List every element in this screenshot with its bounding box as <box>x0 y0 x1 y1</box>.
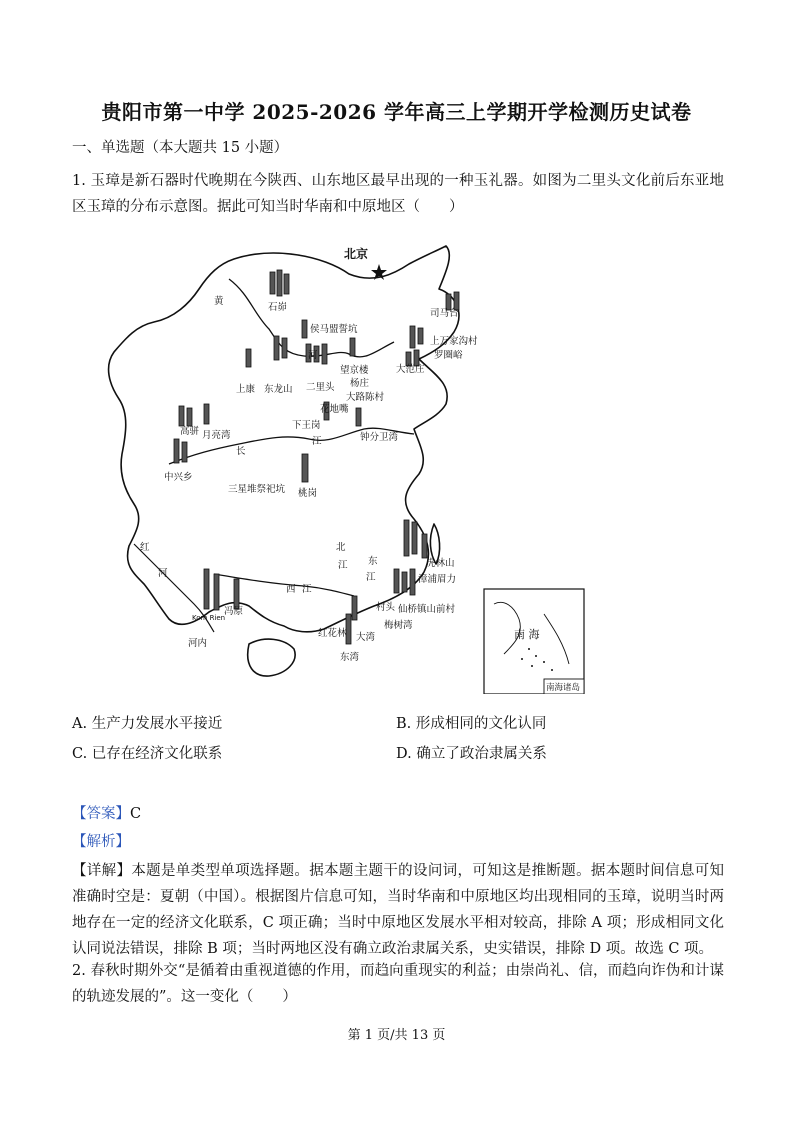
label-luoquanyu: 罗圈峪 <box>434 350 463 361</box>
label-river-xi-jiang: 江 <box>302 584 312 595</box>
label-river-huang: 黄 <box>214 296 224 307</box>
answer-value: C <box>130 806 142 822</box>
label-taogang: 桃岗 <box>298 488 318 499</box>
label-donglongshan: 东龙山 <box>264 384 293 395</box>
label-zhongfenweiwan: 钟分卫湾 <box>360 432 399 443</box>
label-fengyuan: 冯原 <box>224 606 244 617</box>
label-river-he: 河 <box>308 350 318 361</box>
label-yangzhuang: 杨庄 <box>350 378 370 389</box>
label-sanxingdui: 三星堆祭祀坑 <box>228 484 286 495</box>
analysis-label: 【解析】 <box>72 834 130 850</box>
label-hulinshan: 虎林山 <box>426 558 455 569</box>
label-river-bei: 北 <box>336 542 346 553</box>
label-dawan: 大湾 <box>356 632 376 643</box>
label-simatai: 司马台 <box>430 308 459 319</box>
label-meishuwan: 梅树湾 <box>384 620 413 631</box>
label-river-hong-he: 河 <box>158 568 168 579</box>
detail-paragraph <box>72 858 724 962</box>
label-river-chang: 长 <box>236 446 246 457</box>
label-shangkang: 上康 <box>236 384 256 395</box>
label-hanoi: 河内 <box>188 638 208 649</box>
label-beijing: 北京 <box>344 247 369 261</box>
option-a[interactable]: A. 生产力发展水平接近 <box>72 716 223 732</box>
label-xiawanggang: 下王岗 <box>292 420 321 431</box>
page-footer: 第 1 页/共 13 页 <box>347 1028 446 1043</box>
label-river-xi: 西 <box>286 584 296 595</box>
detail-label: 【详解】 <box>72 863 132 879</box>
question-2-stem: 2. 春秋时期外交“是循着由重视道德的作用，而趋向重现实的利益；由崇尚礼、信，而趋向诈伪和计谋的轨迹发展的”。这一变化（ ） <box>72 963 724 1005</box>
option-b[interactable]: B. 形成相同的文化认同 <box>396 716 547 732</box>
answer-line <box>72 802 141 823</box>
label-wangjinglou: 望京楼 <box>340 365 369 376</box>
detail-text: 本题是单类型单项选择题。据本题主题干的设问词，可知这是推断题。据本题时间信息可知准确时空是：夏朝（中国）。根据图片信息可知，当时华南和中原地区均出现相同的玉璋，说明当时两地存在一定的经济文化联系，C 项正确；当时中原地区发展水平相对较高，排除 A 项；形成相同文化认同说法错误，排除 B 项；当时两地区没有确立政治隶属关系，史实错误，排除 D 项。故选 C 项。 <box>72 863 725 957</box>
label-yueliangwan: 月亮湾 <box>202 430 231 441</box>
label-huadizui: 花地嘴 <box>320 404 349 415</box>
label-erlitou: 二里头 <box>306 382 335 393</box>
label-hongshulin: 红花林 <box>318 628 347 639</box>
south-china-sea-inset <box>484 589 584 694</box>
yellow-river <box>229 279 394 357</box>
label-river-dong: 东 <box>368 556 378 567</box>
label-houma: 侯马盟誓坑 <box>310 324 358 335</box>
jade-zhang-distribution-map <box>74 234 594 694</box>
label-shimao: 石峁 <box>268 302 288 313</box>
label-shangwanjia: 上万家沟村 <box>430 336 478 347</box>
label-cuntou: 村头 <box>376 602 396 613</box>
answer-label: 【答案】 <box>72 806 130 822</box>
label-river-hong: 红 <box>140 542 150 553</box>
option-d[interactable]: D. 确立了政治隶属关系 <box>396 746 547 762</box>
section-heading: 一、单选题（本大题共 15 小题） <box>72 140 289 156</box>
label-komrien: Kom Rien <box>192 614 226 622</box>
label-daluchen: 大路陈村 <box>346 392 385 403</box>
label-nanhai: 南 海 <box>514 628 540 641</box>
page-title: 贵阳市第一中学 2025-2026 学年高三上学期开学检测历史试卷 <box>101 100 692 124</box>
label-river-bei-jiang: 江 <box>338 560 348 571</box>
label-jinpudingli: 漳浦眉力 <box>418 574 457 585</box>
label-gaopian: 高骈 <box>180 426 200 437</box>
question-1-stem: 1. 玉璋是新石器时代晚期在今陕西、山东地区最早出现的一种玉礼器。如图为二里头文化前后东亚地区玉璋的分布示意图。据此可知当时华南和中原地区（ ） <box>72 173 724 215</box>
label-river-dong-jiang: 江 <box>366 572 376 583</box>
option-c[interactable]: C. 已存在经济文化联系 <box>72 746 223 762</box>
label-river-jiang: 江 <box>312 436 322 447</box>
label-zhongxingxiang: 中兴乡 <box>164 472 193 483</box>
hainan-island <box>248 639 295 676</box>
label-nanhaizhudao: 南海诸岛 <box>546 683 581 693</box>
label-xianqiao: 仙桥镇山前村 <box>398 604 456 615</box>
label-dongwan: 东湾 <box>340 652 360 663</box>
label-dafanzhuang: 大范庄 <box>396 364 425 375</box>
